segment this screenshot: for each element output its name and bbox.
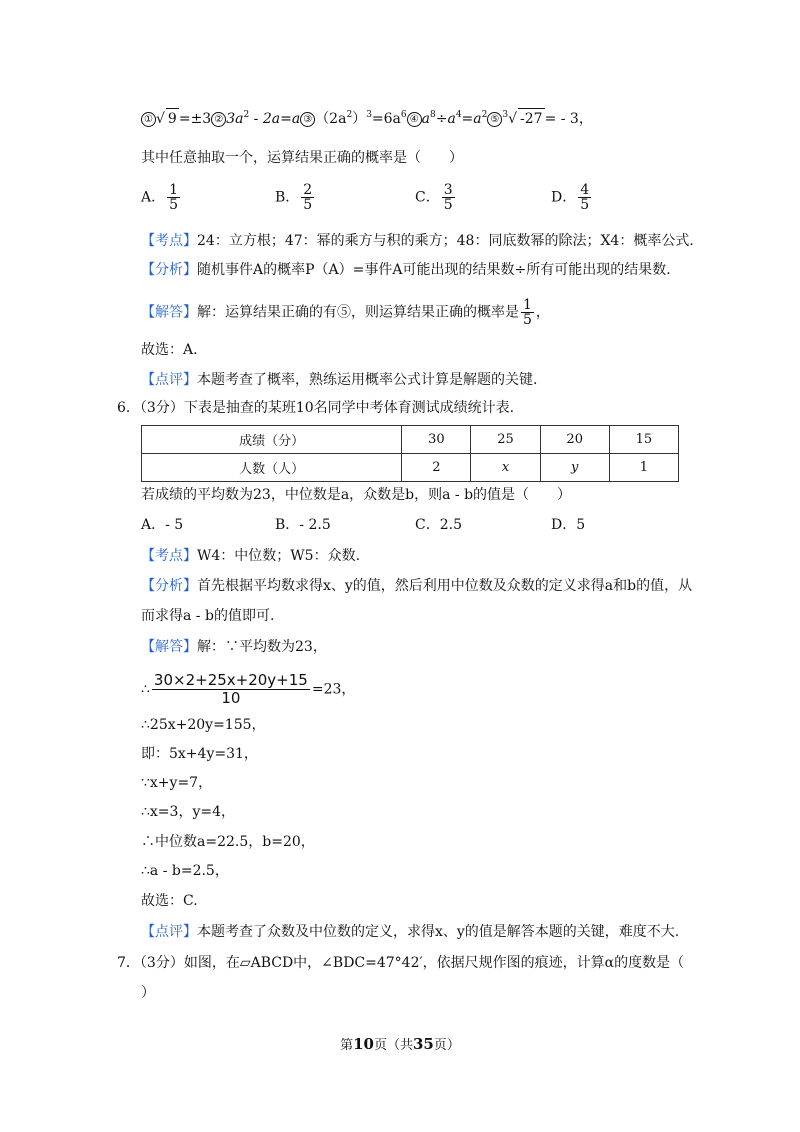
q6-fenxi-cont: 而求得a - b的值即可. [141,608,275,624]
item-number: ④ [407,112,422,127]
q5-option-a: A． $\frac{1}{5}$ [141,182,179,213]
q5-kaodian: 【考点】24：立方根；47：幂的乘方与积的乘方；48：同底数幂的除法；X4：概率公式. [141,233,694,249]
table-row [142,426,679,454]
q5-dianping: 【点评】本题考查了概率，熟练运用概率公式计算是解题的关键. [141,372,538,388]
item-number: ② [211,112,226,127]
table-row [142,454,679,482]
table-cell: 25 [471,426,540,454]
item-number: ③ [300,112,315,127]
q5-fenxi: 【分析】随机事件A的概率P（A）=事件A可能出现的结果数÷所有可能出现的结果数. [141,262,671,278]
q6-step: ∴a - b=2.5， [141,863,229,879]
q5-option-b: B． $\frac{2}{5}$ [275,182,313,213]
q6-question: 若成绩的平均数为23，中位数是a，众数是b，则a - b的值是（ ） [141,487,572,503]
q6-step: 即：5x+4y=31， [141,746,258,762]
table-cell: 人数（人） [142,454,402,482]
fenxi-tag: 【分析】 [141,578,197,594]
q6-choice: 故选：C. [141,893,198,909]
q6-jieda: 【解答】解：∵平均数为23， [141,639,327,655]
kaodian-tag: 【考点】 [141,548,197,564]
page-footer: 第10页（共35页） [340,1035,460,1053]
table-cell: 20 [540,426,609,454]
item-number: ⑤ [487,112,502,127]
q6-stem: 6．（3分）下表是抽查的某班10名同学中考体育测试成绩统计表. [117,400,515,416]
q5-option-d: D． $\frac{4}{5}$ [551,182,590,213]
page-number: 10 [353,1035,374,1053]
dianping-tag: 【点评】 [141,372,197,388]
table-cell: 30 [402,426,471,454]
q6-step: ∵x+y=7， [141,775,213,791]
q6-fenxi: 【分析】首先根据平均数求得x、y的值，然后利用中位数及众数的定义求得a和b的值，从 [141,578,693,594]
q6-step: ∴x=3，y=4， [141,804,235,820]
table-cell: x [471,454,540,482]
q6-step: ∴中位数a=22.5，b=20， [141,834,315,850]
dianping-tag: 【点评】 [141,924,197,940]
page-total: 35 [413,1035,434,1053]
table-cell: 2 [402,454,471,482]
q6-option-a: A．- 5 [141,517,184,533]
q6-dianping: 【点评】本题考查了众数及中位数的定义，求得x、y的值是解答本题的关键，难度不大. [141,924,680,940]
kaodian-tag: 【考点】 [141,233,197,249]
q6-option-c: C．2.5 [415,517,462,533]
jieda-tag: 【解答】 [141,639,197,655]
jieda-tag: 【解答】 [141,304,197,321]
table-cell: 成绩（分） [142,426,402,454]
q5-question: 其中任意抽取一个，运算结果正确的概率是（ ） [141,150,463,166]
q6-step: ∴25x+20y=155， [141,717,266,733]
score-table [141,425,679,482]
item-number: ① [141,112,156,127]
table-cell: y [540,454,609,482]
q5-choice: 故选：A. [141,342,198,358]
fenxi-tag: 【分析】 [141,262,197,278]
q6-option-d: D．5 [551,517,586,533]
q5-expressions: ① √ 9 =±3 ② $3a^2 - 2a=a$ ③ $(2a^2)^3=6a^6$ ④ $a^8\div a^4=a^2$ ⑤ $^3$√ -27 = - 3， [141,108,593,129]
q7-stem: 7．（3分）如图，在▱ABCD中，∠BDC=47°42′，依据尺规作图的痕迹，计算α的度数是（ [117,955,685,971]
q7-stem-cont: ） [141,985,155,1001]
q6-option-b: B．- 2.5 [275,517,331,533]
q5-option-c: C． $\frac{3}{5}$ [415,182,453,213]
q6-mean-equation: ∴ $\frac{30\times 2+25x+20y+15}{10}$ =23， [141,671,356,707]
table-cell: 15 [609,426,678,454]
q5-jieda: 【解答】解：运算结果正确的有⑤，则运算结果正确的概率是 $\frac{1}{5}$ ， [141,297,550,328]
table-cell: 1 [609,454,678,482]
q6-kaodian: 【考点】W4：中位数；W5：众数. [141,548,361,564]
